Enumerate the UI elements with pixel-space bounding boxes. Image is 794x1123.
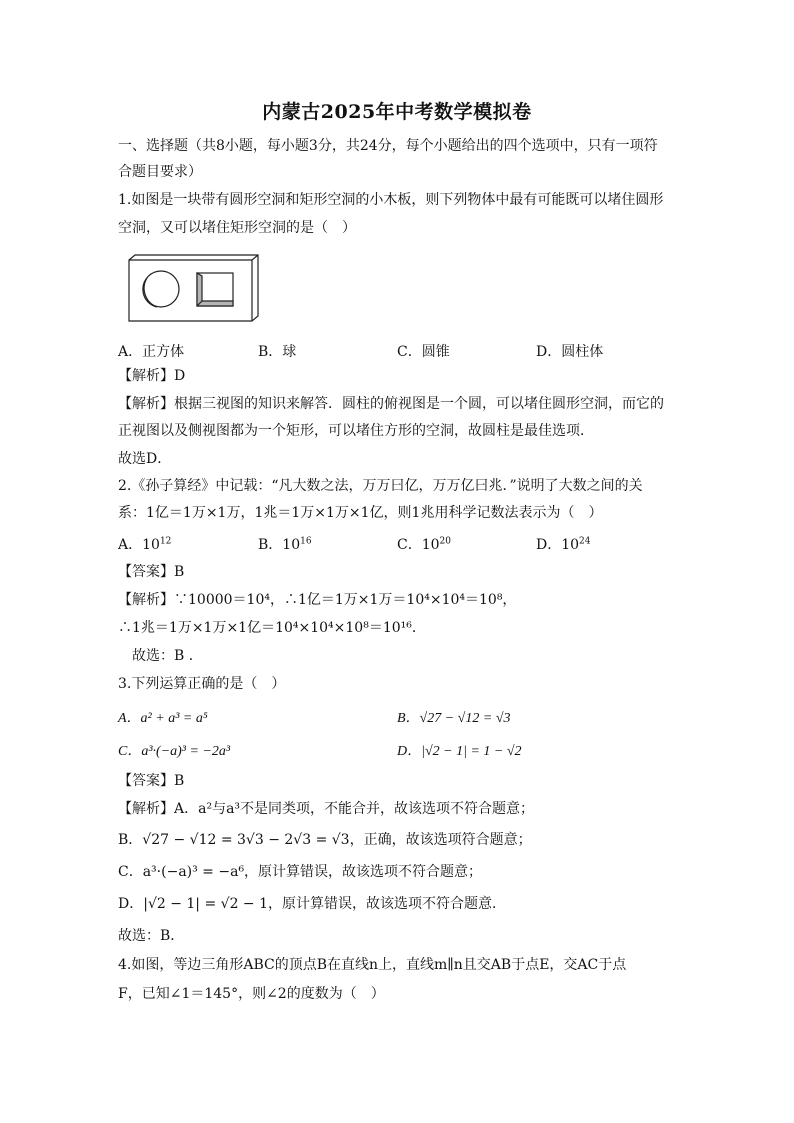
q2-option-d: D．$10^{24}$ bbox=[536, 536, 591, 553]
rectangle-hole bbox=[197, 273, 233, 306]
q2-analysis-line2: ∴1兆＝1万×1万×1亿＝10⁴×10⁴×10⁸＝10¹⁶． bbox=[118, 620, 426, 636]
q1-analysis-line1: 【解析】根据三视图的知识来解答．圆柱的俯视图是一个圆，可以堵住圆形空洞，而它的 bbox=[118, 396, 664, 412]
q3-choose: 故选：B． bbox=[118, 928, 185, 944]
q1-option-c: C．圆锥 bbox=[397, 344, 450, 360]
q1-option-a: A．正方体 bbox=[118, 344, 185, 360]
q3-option-b: B．√27 − √12 = √3 bbox=[397, 711, 511, 726]
q1-stem-line2: 空洞，又可以堵住矩形空洞的是（ ） bbox=[118, 220, 356, 236]
page-title: 内蒙古2025年中考数学模拟卷 bbox=[262, 101, 532, 123]
q1-choose: 故选D． bbox=[118, 451, 172, 467]
q2-analysis-line1: 【解析】∵10000＝10⁴，∴1亿＝1万×1万＝10⁴×10⁴＝10⁸， bbox=[118, 592, 517, 608]
q3-option-d: D．|√2 − 1| = 1 − √2 bbox=[397, 744, 522, 759]
q2-answer: 【答案】B bbox=[118, 564, 185, 580]
q1-answer: 【解析】D bbox=[118, 368, 186, 384]
q1-stem-line1: 1.如图是一块带有圆形空洞和矩形空洞的小木板，则下列物体中最有可能既可以堵住圆形 bbox=[118, 192, 664, 208]
q2-stem-line2: 系：1亿＝1万×1万，1兆＝1万×1万×1亿，则1兆用科学记数法表示为（ ） bbox=[118, 505, 603, 521]
q4-stem-line2: F，已知∠1＝145°，则∠2的度数为（ ） bbox=[118, 986, 385, 1002]
q3-option-a: A．a² + a³ = a⁵ bbox=[118, 711, 208, 726]
q1-analysis-line2: 正视图以及侧视图都为一个矩形，可以堵住方形的空洞，故圆柱是最佳选项． bbox=[118, 423, 594, 439]
q2-choose: 故选：B ． bbox=[132, 648, 203, 664]
q3-analysis-b: B．√27 − √12 = 3√3 − 2√3 = √3，正确，故该选项符合题意； bbox=[118, 832, 532, 848]
q4-stem-line1: 4.如图，等边三角形ABC的顶点B在直线n上，直线m∥n且交AB于点E，交AC于点 bbox=[118, 957, 627, 973]
section-heading-line1: 一、选择题（共8小题，每小题3分，共24分，每个小题给出的四个选项中，只有一项符 bbox=[118, 138, 658, 154]
q1-option-d: D．圆柱体 bbox=[536, 344, 604, 360]
q3-stem: 3.下列运算正确的是（ ） bbox=[118, 676, 286, 692]
section-heading-line2: 合题目要求） bbox=[118, 164, 202, 180]
circle-hole bbox=[143, 271, 179, 307]
q2-option-b: B．$10^{16}$ bbox=[258, 536, 312, 553]
q3-answer: 【答案】B bbox=[118, 773, 185, 789]
q2-option-c: C．$10^{20}$ bbox=[397, 536, 451, 553]
q2-stem-line1: 2.《孙子算经》中记载：“凡大数之法，万万曰亿，万万亿曰兆．”说明了大数之间的关 bbox=[118, 478, 643, 494]
q2-option-a: A．$10^{12}$ bbox=[118, 536, 172, 553]
board-figure bbox=[126, 254, 260, 322]
q3-analysis-a: 【解析】A．a²与a³不是同类项，不能合并，故该选项不符合题意； bbox=[118, 801, 535, 817]
q3-option-c: C．a³·(−a)³ = −2a³ bbox=[118, 744, 231, 759]
q3-analysis-c: C．a³·(−a)³ = −a⁶，原计算错误，故该选项不符合题意； bbox=[118, 864, 483, 880]
q1-option-b: B．球 bbox=[258, 344, 297, 360]
q3-analysis-d: D．|√2 − 1| = √2 − 1，原计算错误，故该选项不符合题意． bbox=[118, 896, 507, 912]
